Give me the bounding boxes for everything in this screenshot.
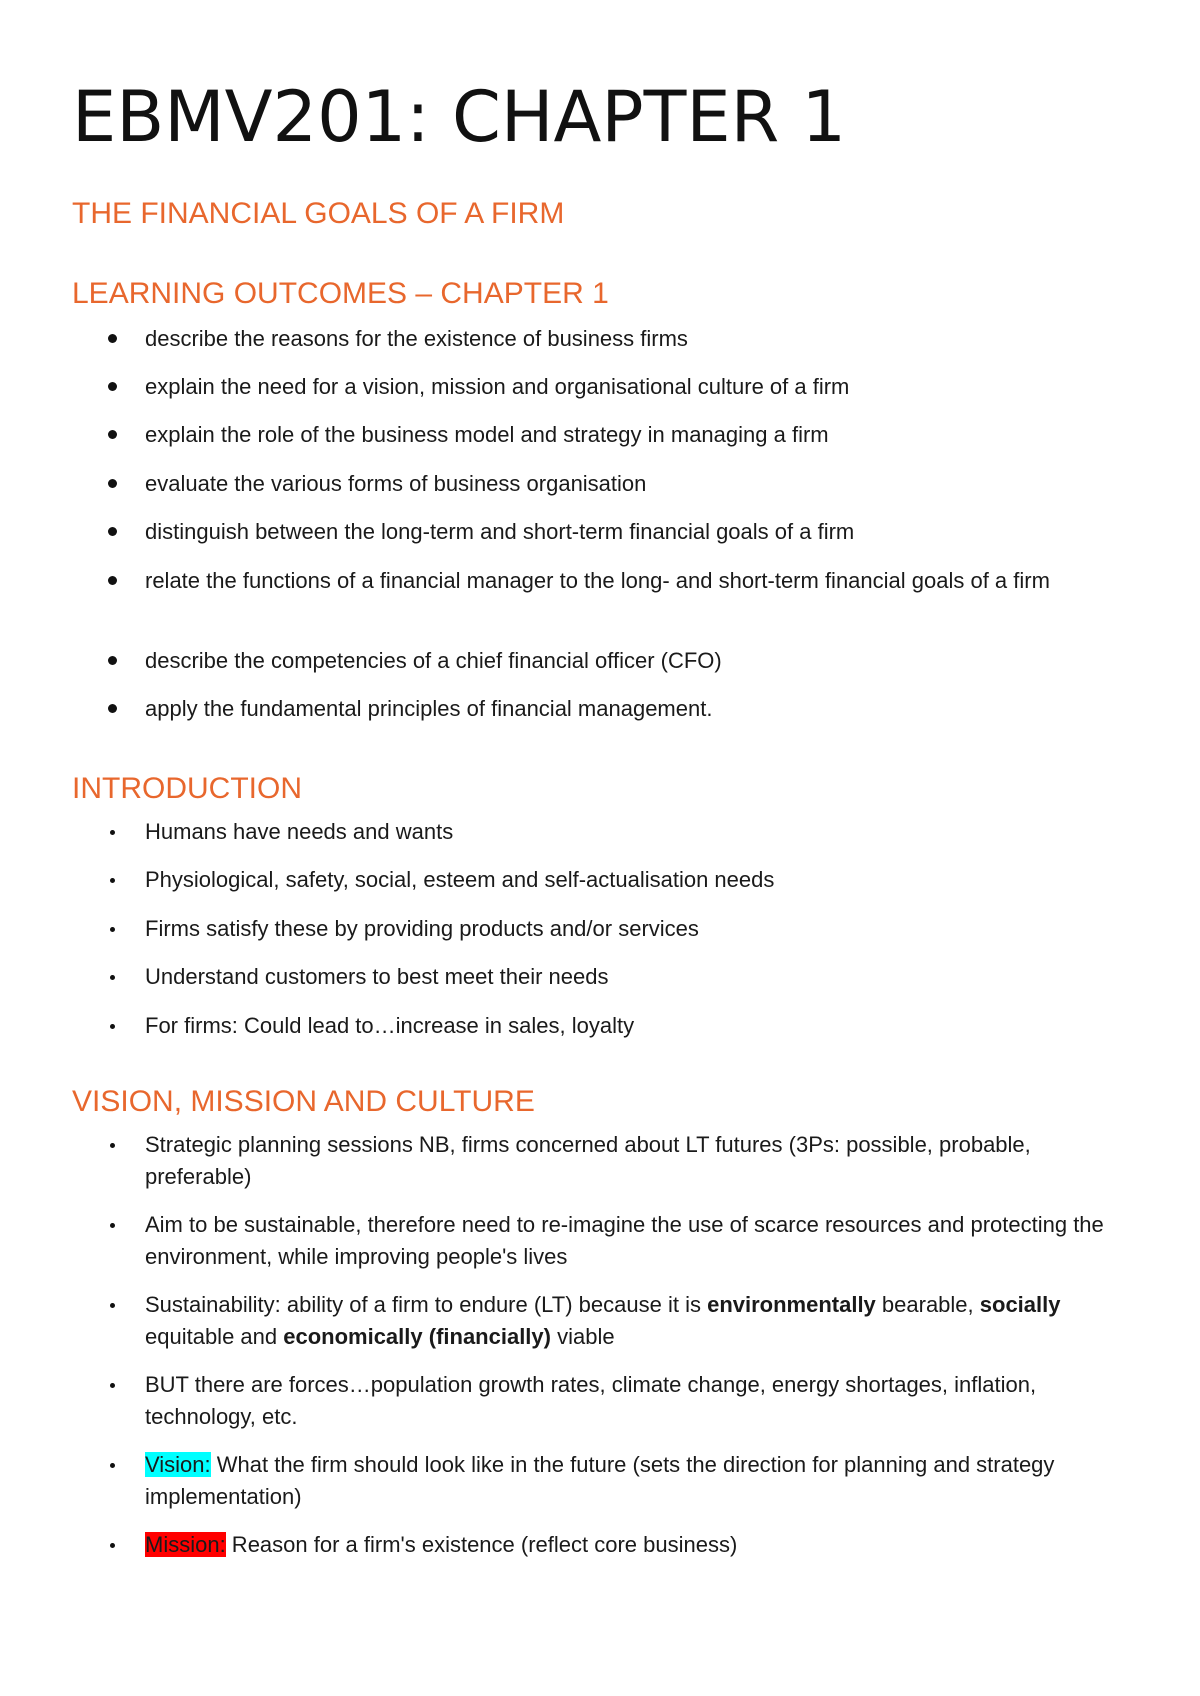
list-item-text: describe the competencies of a chief financial officer (CFO) bbox=[145, 648, 722, 673]
list-item bbox=[145, 645, 1135, 677]
list-item bbox=[145, 693, 1135, 725]
list-item bbox=[145, 565, 1135, 597]
bullet-icon bbox=[110, 1463, 115, 1468]
list-item bbox=[145, 961, 1135, 993]
bullet-icon bbox=[108, 527, 117, 536]
sustainability-text: bearable, bbox=[875, 1292, 980, 1317]
bullet-icon bbox=[110, 1303, 115, 1308]
document-subtitle: THE FINANCIAL GOALS OF A FIRM bbox=[72, 197, 565, 230]
list-item bbox=[145, 419, 1135, 451]
list-item-text bbox=[145, 1532, 737, 1557]
list-item bbox=[145, 1529, 1135, 1561]
list-item-text: Aim to be sustainable, therefore need to re-imagine the use of scarce resources and protecting the environment, while improving people's lives bbox=[145, 1212, 1104, 1269]
vision-mission-culture-heading: VISION, MISSION AND CULTURE bbox=[72, 1085, 535, 1118]
bullet-icon bbox=[108, 334, 117, 343]
list-item-text: For firms: Could lead to…increase in sales, loyalty bbox=[145, 1013, 635, 1038]
bold-environmentally: environmentally bbox=[707, 1292, 876, 1317]
learning-outcomes-heading: LEARNING OUTCOMES – CHAPTER 1 bbox=[72, 277, 609, 310]
list-item bbox=[145, 816, 1135, 848]
bullet-icon bbox=[110, 830, 115, 835]
bullet-icon bbox=[110, 1024, 115, 1029]
sustainability-text: viable bbox=[550, 1324, 615, 1349]
list-item-text: explain the need for a vision, mission and organisational culture of a firm bbox=[145, 374, 850, 399]
bullet-icon bbox=[110, 1543, 115, 1548]
list-item bbox=[145, 323, 1135, 355]
list-item-text: apply the fundamental principles of financial management. bbox=[145, 696, 713, 721]
list-item bbox=[145, 913, 1135, 945]
vision-text: What the firm should look like in the future (sets the direction for planning and strategy implementation) bbox=[145, 1452, 1055, 1509]
list-item-text: BUT there are forces…population growth rates, climate change, energy shortages, inflation, technology, etc. bbox=[145, 1372, 1037, 1429]
bold-economically: economically (financially) bbox=[283, 1324, 551, 1349]
list-item bbox=[145, 371, 1135, 403]
bullet-icon bbox=[110, 878, 115, 883]
list-item bbox=[145, 1289, 1135, 1353]
list-item-text: describe the reasons for the existence of business firms bbox=[145, 326, 688, 351]
list-item-text: relate the functions of a financial manager to the long- and short-term financial goals of a firm bbox=[145, 568, 1050, 593]
mission-label: Mission: bbox=[145, 1532, 226, 1557]
bullet-icon bbox=[110, 1383, 115, 1388]
bullet-icon bbox=[110, 1223, 115, 1228]
list-item-text: Firms satisfy these by providing products and/or services bbox=[145, 916, 699, 941]
bold-socially: socially bbox=[979, 1292, 1061, 1317]
list-item-text: Understand customers to best meet their needs bbox=[145, 964, 609, 989]
document-title: EBMV201: CHAPTER 1 bbox=[72, 76, 846, 158]
list-item bbox=[145, 516, 1135, 548]
mission-text: Reason for a firm's existence (reflect core business) bbox=[225, 1532, 738, 1557]
introduction-heading: INTRODUCTION bbox=[72, 772, 302, 805]
list-item bbox=[145, 1010, 1135, 1042]
vision-label: Vision: bbox=[145, 1452, 211, 1477]
bullet-icon bbox=[110, 927, 115, 932]
list-item-text: Strategic planning sessions NB, firms concerned about LT futures (3Ps: possible, probable, preferable) bbox=[145, 1132, 1031, 1189]
list-item-text bbox=[145, 1292, 1060, 1349]
bullet-icon bbox=[110, 1143, 115, 1148]
list-item-text: Humans have needs and wants bbox=[145, 819, 454, 844]
list-item bbox=[145, 1369, 1135, 1433]
list-item bbox=[145, 468, 1135, 500]
bullet-icon bbox=[108, 704, 117, 713]
bullet-icon bbox=[110, 975, 115, 980]
list-item-text: explain the role of the business model and strategy in managing a firm bbox=[145, 422, 829, 447]
bullet-icon bbox=[108, 576, 117, 585]
list-item bbox=[145, 1129, 1135, 1193]
list-item-text bbox=[145, 1452, 1054, 1509]
list-item-text: evaluate the various forms of business organisation bbox=[145, 471, 647, 496]
bullet-icon bbox=[108, 430, 117, 439]
sustainability-text: equitable and bbox=[145, 1324, 284, 1349]
list-item bbox=[145, 1209, 1135, 1273]
bullet-icon bbox=[108, 656, 117, 665]
list-item-text: distinguish between the long-term and short-term financial goals of a firm bbox=[145, 519, 855, 544]
list-item-text: Physiological, safety, social, esteem and self-actualisation needs bbox=[145, 867, 775, 892]
list-item bbox=[145, 864, 1135, 896]
bullet-icon bbox=[108, 479, 117, 488]
list-item bbox=[145, 1449, 1135, 1513]
sustainability-text: Sustainability: ability of a firm to endure (LT) because it is bbox=[145, 1292, 708, 1317]
bullet-icon bbox=[108, 382, 117, 391]
